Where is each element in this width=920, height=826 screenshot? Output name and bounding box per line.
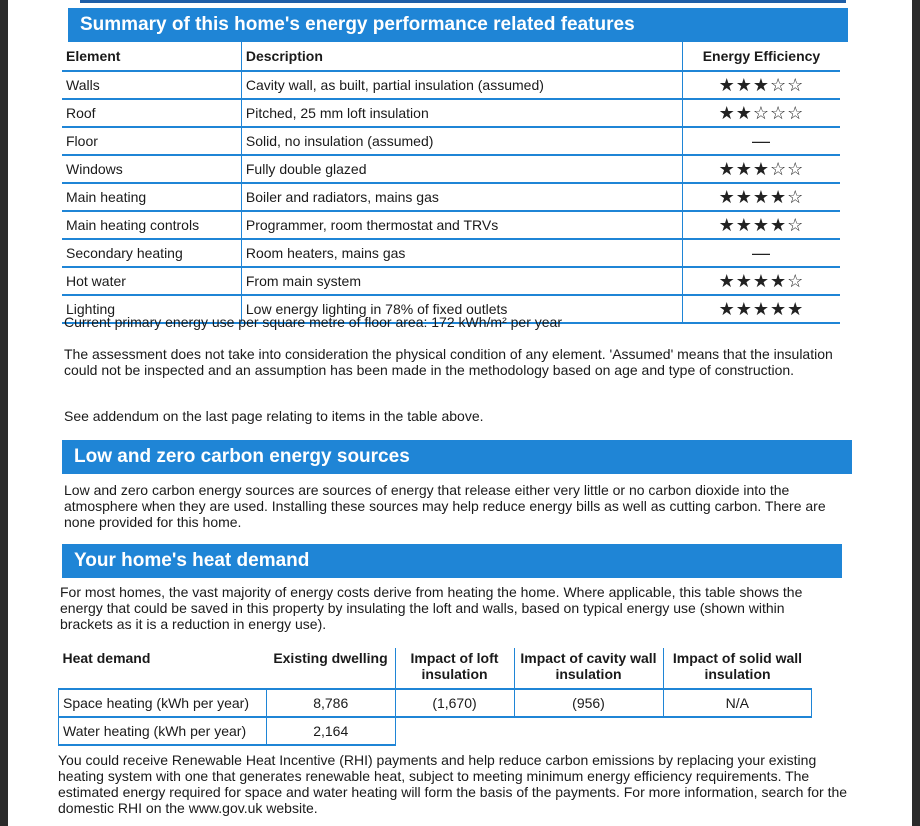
row-label: Water heating (kWh per year) bbox=[59, 717, 267, 745]
description-cell: Pitched, 25 mm loft insulation bbox=[241, 99, 682, 127]
star-rating: — bbox=[682, 127, 840, 155]
table-row bbox=[62, 239, 840, 267]
low-zero-carbon-text: Low and zero carbon energy sources are sources of energy that release either very little or no carbon dioxide into the atmosphere when they are used. Installing these sources may help reduce energy bills as well as cutting carbon. There are none provided for this home. bbox=[64, 482, 826, 530]
empty-cell bbox=[395, 717, 514, 745]
table-row bbox=[59, 717, 812, 745]
star-rating: ★★★★☆ bbox=[682, 183, 840, 211]
table-row bbox=[62, 71, 840, 99]
element-cell: Floor bbox=[62, 127, 241, 155]
description-cell: Low energy lighting in 78% of fixed outlets bbox=[241, 295, 682, 323]
description-cell: Programmer, room thermostat and TRVs bbox=[241, 211, 682, 239]
heat-demand-table bbox=[58, 648, 812, 746]
element-cell: Main heating controls bbox=[62, 211, 241, 239]
star-rating: ★★★☆☆ bbox=[682, 71, 840, 99]
assessment-note: The assessment does not take into consideration the physical condition of any element. 'Assumed' means that the insulation could not be inspected and an assumption has been made in the methodology based on age and type of construction. bbox=[64, 346, 833, 378]
addendum-note: See addendum on the last page relating to items in the table above. bbox=[64, 408, 484, 424]
table-row bbox=[62, 155, 840, 183]
low-zero-carbon-title: Low and zero carbon energy sources bbox=[62, 440, 852, 474]
row-label: Space heating (kWh per year) bbox=[59, 689, 267, 717]
star-rating: ★★★☆☆ bbox=[682, 155, 840, 183]
element-cell: Hot water bbox=[62, 267, 241, 295]
element-cell: Walls bbox=[62, 71, 241, 99]
table-row bbox=[59, 689, 812, 717]
table-row bbox=[62, 99, 840, 127]
star-rating: ★★★★☆ bbox=[682, 267, 840, 295]
header-efficiency: Energy Efficiency bbox=[682, 42, 840, 71]
element-cell: Roof bbox=[62, 99, 241, 127]
element-cell: Secondary heating bbox=[62, 239, 241, 267]
table-row bbox=[62, 127, 840, 155]
description-cell: Room heaters, mains gas bbox=[241, 239, 682, 267]
header-heat-demand: Heat demand bbox=[62, 650, 151, 666]
loft-value: (1,670) bbox=[395, 689, 514, 717]
existing-value: 8,786 bbox=[267, 689, 396, 717]
table-row bbox=[62, 211, 840, 239]
header-existing-dwelling: Existing dwelling bbox=[267, 648, 396, 689]
features-header-row bbox=[62, 42, 840, 71]
description-cell: From main system bbox=[241, 267, 682, 295]
table-row bbox=[62, 267, 840, 295]
header-element: Element bbox=[62, 42, 241, 71]
heat-demand-title: Your home's heat demand bbox=[62, 544, 842, 578]
star-rating: — bbox=[682, 239, 840, 267]
summary-section bbox=[62, 8, 844, 324]
description-cell: Cavity wall, as built, partial insulation (assumed) bbox=[241, 71, 682, 99]
star-rating: ★★★★☆ bbox=[682, 211, 840, 239]
rhi-note: You could receive Renewable Heat Incentive (RHI) payments and help reduce carbon emissions by replacing your existing heating system with one that generates renewable heat, subject to meeting minimum energy efficiency requirements. The estimated energy required for space and water heating will form the basis of the payments. For more information, search for the domestic RHI on the www.gov.uk website. bbox=[58, 752, 848, 816]
page-top-strip bbox=[80, 0, 846, 3]
empty-cell bbox=[514, 717, 663, 745]
viewer-frame-left bbox=[0, 0, 8, 826]
star-rating: ★★★★★ bbox=[682, 295, 840, 323]
star-rating: ★★☆☆☆ bbox=[682, 99, 840, 127]
description-cell: Solid, no insulation (assumed) bbox=[241, 127, 682, 155]
header-description: Description bbox=[241, 42, 682, 71]
heat-demand-intro: For most homes, the vast majority of energy costs derive from heating the home. Where applicable, this table shows the energy that could be saved in this property by insulating the loft and walls, based on typical energy use (shown within brackets as it is a reduction in energy use). bbox=[60, 584, 803, 632]
element-cell: Windows bbox=[62, 155, 241, 183]
header-loft-insulation: Impact of loft insulation bbox=[395, 648, 514, 689]
features-table bbox=[62, 42, 840, 324]
viewer-frame-right bbox=[912, 0, 920, 826]
cavity-value: (956) bbox=[514, 689, 663, 717]
element-cell: Lighting bbox=[62, 295, 241, 323]
existing-value: 2,164 bbox=[267, 717, 396, 745]
element-cell: Main heating bbox=[62, 183, 241, 211]
primary-energy-text: Current primary energy use per square metre of floor area: 172 kWh/m² per year bbox=[64, 314, 562, 330]
heat-header-row bbox=[59, 648, 812, 689]
header-cavity-insulation: Impact of cavity wall insulation bbox=[514, 648, 663, 689]
empty-cell bbox=[663, 717, 812, 745]
header-solid-insulation: Impact of solid wall insulation bbox=[672, 650, 803, 682]
solid-value: N/A bbox=[663, 689, 812, 717]
table-row bbox=[62, 183, 840, 211]
description-cell: Fully double glazed bbox=[241, 155, 682, 183]
summary-title: Summary of this home's energy performance related features bbox=[68, 8, 848, 42]
description-cell: Boiler and radiators, mains gas bbox=[241, 183, 682, 211]
